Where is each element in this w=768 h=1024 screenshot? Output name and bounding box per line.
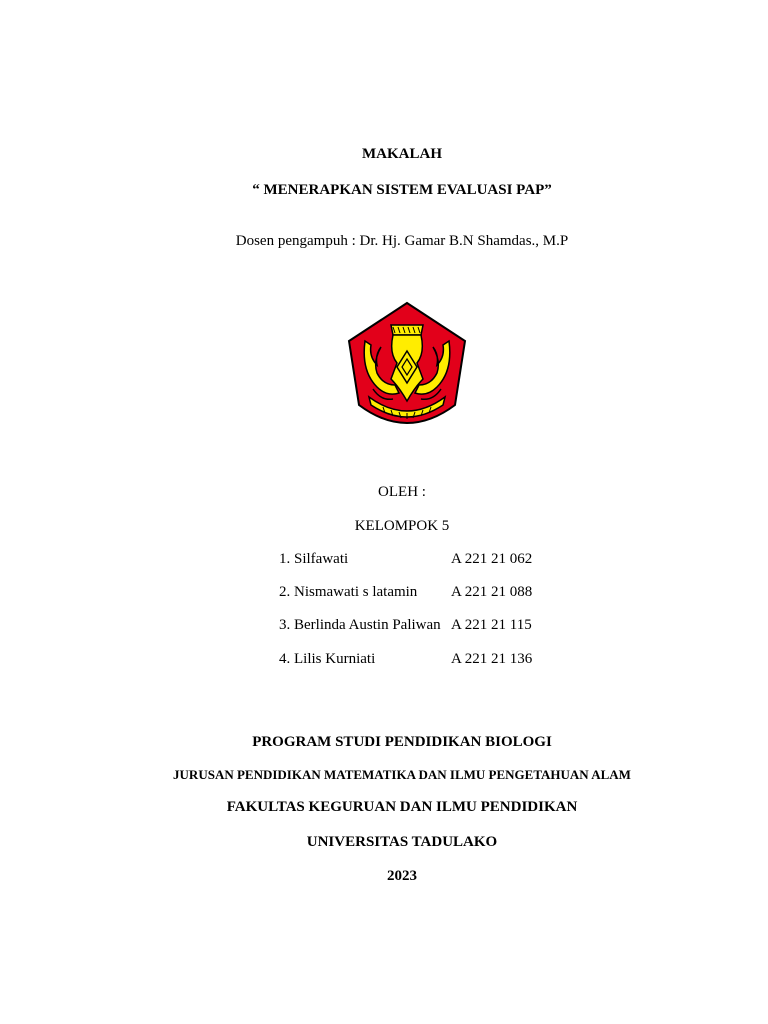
year: 2023: [387, 868, 417, 884]
member-row: [279, 617, 532, 634]
member-name: 2. Nismawati s latamin: [279, 584, 418, 600]
university-name: UNIVERSITAS TADULAKO: [306, 834, 498, 850]
faculty-name: FAKULTAS KEGURUAN DAN ILMU PENDIDIKAN: [226, 799, 578, 815]
member-nim: A 221 21 115: [451, 617, 532, 633]
group-label: KELOMPOK 5: [354, 518, 450, 534]
member-name: 4. Lilis Kurniati: [279, 651, 376, 667]
member-name: 3. Berlinda Austin Paliwan: [279, 617, 441, 633]
document-type: MAKALAH: [362, 146, 442, 162]
member-nim: A 221 21 088: [451, 584, 533, 600]
member-nim: A 221 21 062: [451, 551, 533, 567]
document-title: “ MENERAPKAN SISTEM EVALUASI PAP”: [252, 182, 552, 198]
member-row: [279, 551, 532, 568]
member-nim: A 221 21 136: [451, 651, 533, 667]
member-row: [279, 651, 532, 668]
lecturer-line: Dosen pengampuh : Dr. Hj. Gamar B.N Shamdas., M.P: [235, 233, 569, 249]
university-emblem-icon: [343, 301, 471, 435]
member-row: [279, 584, 532, 601]
program-name: PROGRAM STUDI PENDIDIKAN BIOLOGI: [252, 734, 552, 750]
member-name: 1. Silfawati: [279, 551, 349, 567]
department-name: JURUSAN PENDIDIKAN MATEMATIKA DAN ILMU PENGETAHUAN ALAM: [173, 767, 631, 782]
by-label: OLEH :: [378, 484, 426, 500]
